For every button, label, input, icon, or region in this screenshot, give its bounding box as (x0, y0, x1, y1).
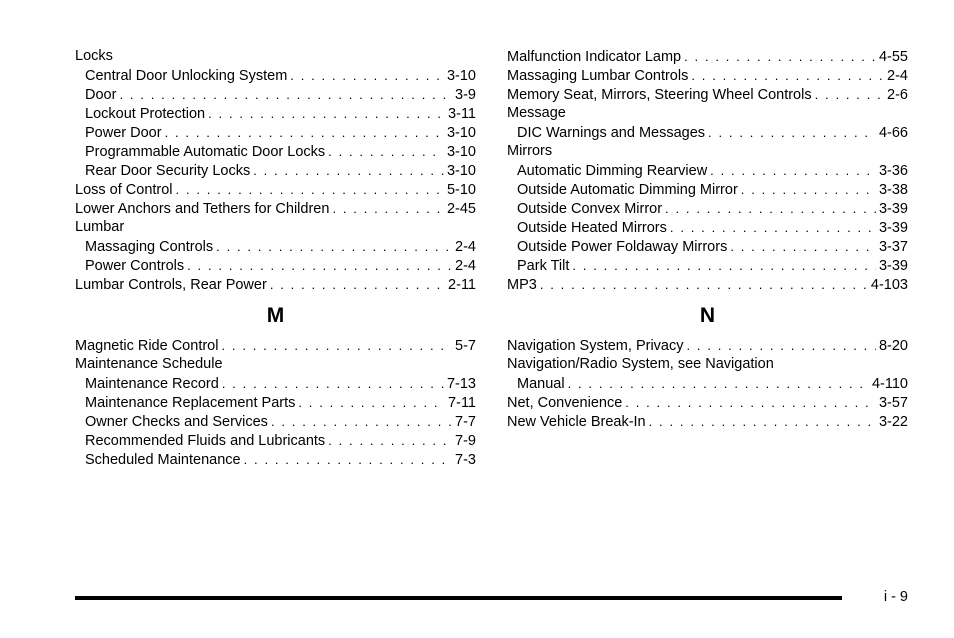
entry-label: Navigation/Radio System, see Navigation (507, 356, 774, 372)
dot-leader (165, 123, 444, 142)
entry-page-number: 3-22 (878, 414, 908, 430)
right-entries-before (507, 47, 908, 294)
dot-leader (684, 47, 876, 66)
index-subentry (75, 104, 476, 123)
dot-leader (665, 199, 876, 218)
entry-page-number: 3-11 (448, 106, 476, 122)
entry-label: Maintenance Schedule (75, 356, 223, 372)
entry-label: Lumbar (75, 219, 125, 235)
entry-page-number: 4-110 (871, 376, 908, 392)
index-entry (75, 336, 476, 355)
dot-leader (572, 256, 876, 275)
entry-label: Loss of Control (75, 182, 173, 198)
dot-leader (176, 180, 444, 199)
dot-leader (741, 180, 876, 199)
entry-page-number: 3-39 (878, 201, 908, 217)
entry-page-number: 3-39 (878, 220, 908, 236)
index-entry (507, 393, 908, 412)
section-letter-n: N (699, 304, 716, 327)
index-subentry (75, 256, 476, 275)
dot-leader (222, 374, 444, 393)
dot-leader (271, 412, 452, 431)
entry-page-number: 7-3 (455, 452, 476, 468)
entry-label: Recommended Fluids and Lubricants (85, 433, 326, 449)
entry-label: Net, Convenience (507, 395, 623, 411)
entry-page-number: 3-37 (878, 239, 908, 255)
entry-page-number: 3-36 (878, 163, 908, 179)
index-entry (507, 104, 908, 123)
footer-rule (75, 596, 842, 600)
dot-leader (216, 237, 452, 256)
entry-label: Memory Seat, Mirrors, Steering Wheel Controls (507, 87, 812, 103)
entry-label: Lumbar Controls, Rear Power (75, 277, 267, 293)
entry-label: Massaging Controls (85, 239, 214, 255)
dot-leader (686, 336, 875, 355)
index-entry (75, 275, 476, 294)
entry-page-number: 7-7 (455, 414, 476, 430)
entry-label: Outside Power Foldaway Mirrors (517, 239, 728, 255)
index-entry (507, 66, 908, 85)
entry-label: Outside Convex Mirror (517, 201, 663, 217)
index-subentry (75, 393, 476, 412)
index-subentry (75, 431, 476, 450)
page-number: i - 9 (883, 589, 908, 605)
index-subentry (75, 66, 476, 85)
entry-label: Programmable Automatic Door Locks (85, 144, 326, 160)
section-letter-m: M (266, 304, 285, 327)
entry-label: MP3 (507, 277, 537, 293)
entry-label: Malfunction Indicator Lamp (507, 49, 682, 65)
entry-label: Navigation System, Privacy (507, 338, 684, 354)
index-subentry (75, 374, 476, 393)
entry-label: Massaging Lumbar Controls (507, 68, 689, 84)
index-subentry (75, 142, 476, 161)
entry-label: DIC Warnings and Messages (517, 125, 706, 141)
index-subentry (507, 218, 908, 237)
entry-page-number: 8-20 (878, 338, 908, 354)
entry-label: Automatic Dimming Rearview (517, 163, 708, 179)
index-subentry (75, 85, 476, 104)
entry-label: Lockout Protection (85, 106, 206, 122)
entry-page-number: 3-10 (446, 144, 476, 160)
dot-leader (221, 336, 452, 355)
index-subentry (507, 123, 908, 142)
entry-label: Manual (517, 376, 565, 392)
entry-page-number: 2-4 (887, 68, 908, 84)
index-entry (507, 275, 908, 294)
index-subentry (75, 237, 476, 256)
index-entry (507, 355, 908, 374)
entry-label: Outside Automatic Dimming Mirror (517, 182, 738, 198)
entry-page-number: 3-38 (878, 182, 908, 198)
dot-leader (670, 218, 876, 237)
entry-label: Power Door (85, 125, 162, 141)
entry-label: Maintenance Replacement Parts (85, 395, 296, 411)
index-entry (75, 218, 476, 237)
left-entries-after (75, 336, 476, 469)
index-entry (75, 180, 476, 199)
dot-leader (710, 161, 876, 180)
dot-leader (332, 199, 444, 218)
entry-label: Owner Checks and Services (85, 414, 268, 430)
dot-leader (708, 123, 876, 142)
dot-leader (298, 393, 445, 412)
entry-label: Message (507, 105, 566, 121)
entry-page-number: 2-4 (455, 258, 476, 274)
entry-page-number: 4-55 (878, 49, 908, 65)
index-entry (75, 47, 476, 66)
entry-label: Lower Anchors and Tethers for Children (75, 201, 330, 217)
entry-label: Outside Heated Mirrors (517, 220, 667, 236)
entry-page-number: 2-4 (455, 239, 476, 255)
dot-leader (253, 161, 444, 180)
entry-page-number: 3-57 (878, 395, 908, 411)
entry-label: Central Door Unlocking System (85, 68, 288, 84)
index-subentry (507, 180, 908, 199)
dot-leader (625, 393, 876, 412)
dot-leader (187, 256, 452, 275)
dot-leader (328, 431, 452, 450)
dot-leader (730, 237, 876, 256)
entry-page-number: 3-10 (446, 68, 476, 84)
entry-page-number: 3-10 (446, 125, 476, 141)
index-entry (507, 85, 908, 104)
entry-page-number: 4-103 (870, 277, 908, 293)
entry-page-number: 5-7 (455, 338, 476, 354)
index-subentry (507, 161, 908, 180)
entry-label: Maintenance Record (85, 376, 219, 392)
entry-page-number: 7-13 (446, 376, 476, 392)
entry-page-number: 7-9 (455, 433, 476, 449)
dot-leader (328, 142, 444, 161)
entry-page-number: 7-11 (448, 395, 476, 411)
entry-label: Magnetic Ride Control (75, 338, 219, 354)
entry-page-number: 5-10 (446, 182, 476, 198)
right-entries-after (507, 336, 908, 431)
dot-leader (568, 374, 869, 393)
index-entry (507, 142, 908, 161)
entry-page-number: 3-39 (878, 258, 908, 274)
entry-label: Locks (75, 48, 113, 64)
entry-label: Door (85, 87, 117, 103)
dot-leader (691, 66, 884, 85)
entry-page-number: 4-66 (878, 125, 908, 141)
index-entry (507, 412, 908, 431)
entry-page-number: 2-45 (446, 201, 476, 217)
index-subentry (507, 199, 908, 218)
index-subentry (507, 256, 908, 275)
dot-leader (119, 85, 452, 104)
entry-page-number: 2-6 (887, 87, 908, 103)
entry-label: Mirrors (507, 143, 553, 159)
dot-leader (270, 275, 445, 294)
index-subentry (75, 123, 476, 142)
entry-label: Rear Door Security Locks (85, 163, 251, 179)
index-subentry (75, 161, 476, 180)
entry-label: Scheduled Maintenance (85, 452, 241, 468)
left-column (75, 47, 476, 469)
index-subentry (75, 412, 476, 431)
entry-label: Power Controls (85, 258, 185, 274)
left-entries-before (75, 47, 476, 294)
index-entry (507, 336, 908, 355)
entry-page-number: 2-11 (448, 277, 476, 293)
dot-leader (244, 450, 452, 469)
index-subentry (75, 450, 476, 469)
entry-label: Park Tilt (517, 258, 570, 274)
dot-leader (540, 275, 868, 294)
right-column (507, 47, 908, 431)
index-subentry (507, 237, 908, 256)
entry-label: New Vehicle Break-In (507, 414, 646, 430)
dot-leader (649, 412, 876, 431)
entry-page-number: 3-10 (446, 163, 476, 179)
dot-leader (290, 66, 444, 85)
index-entry (75, 355, 476, 374)
entry-page-number: 3-9 (455, 87, 476, 103)
index-subentry (507, 374, 908, 393)
index-entry (507, 47, 908, 66)
index-entry (75, 199, 476, 218)
dot-leader (815, 85, 884, 104)
dot-leader (208, 104, 445, 123)
